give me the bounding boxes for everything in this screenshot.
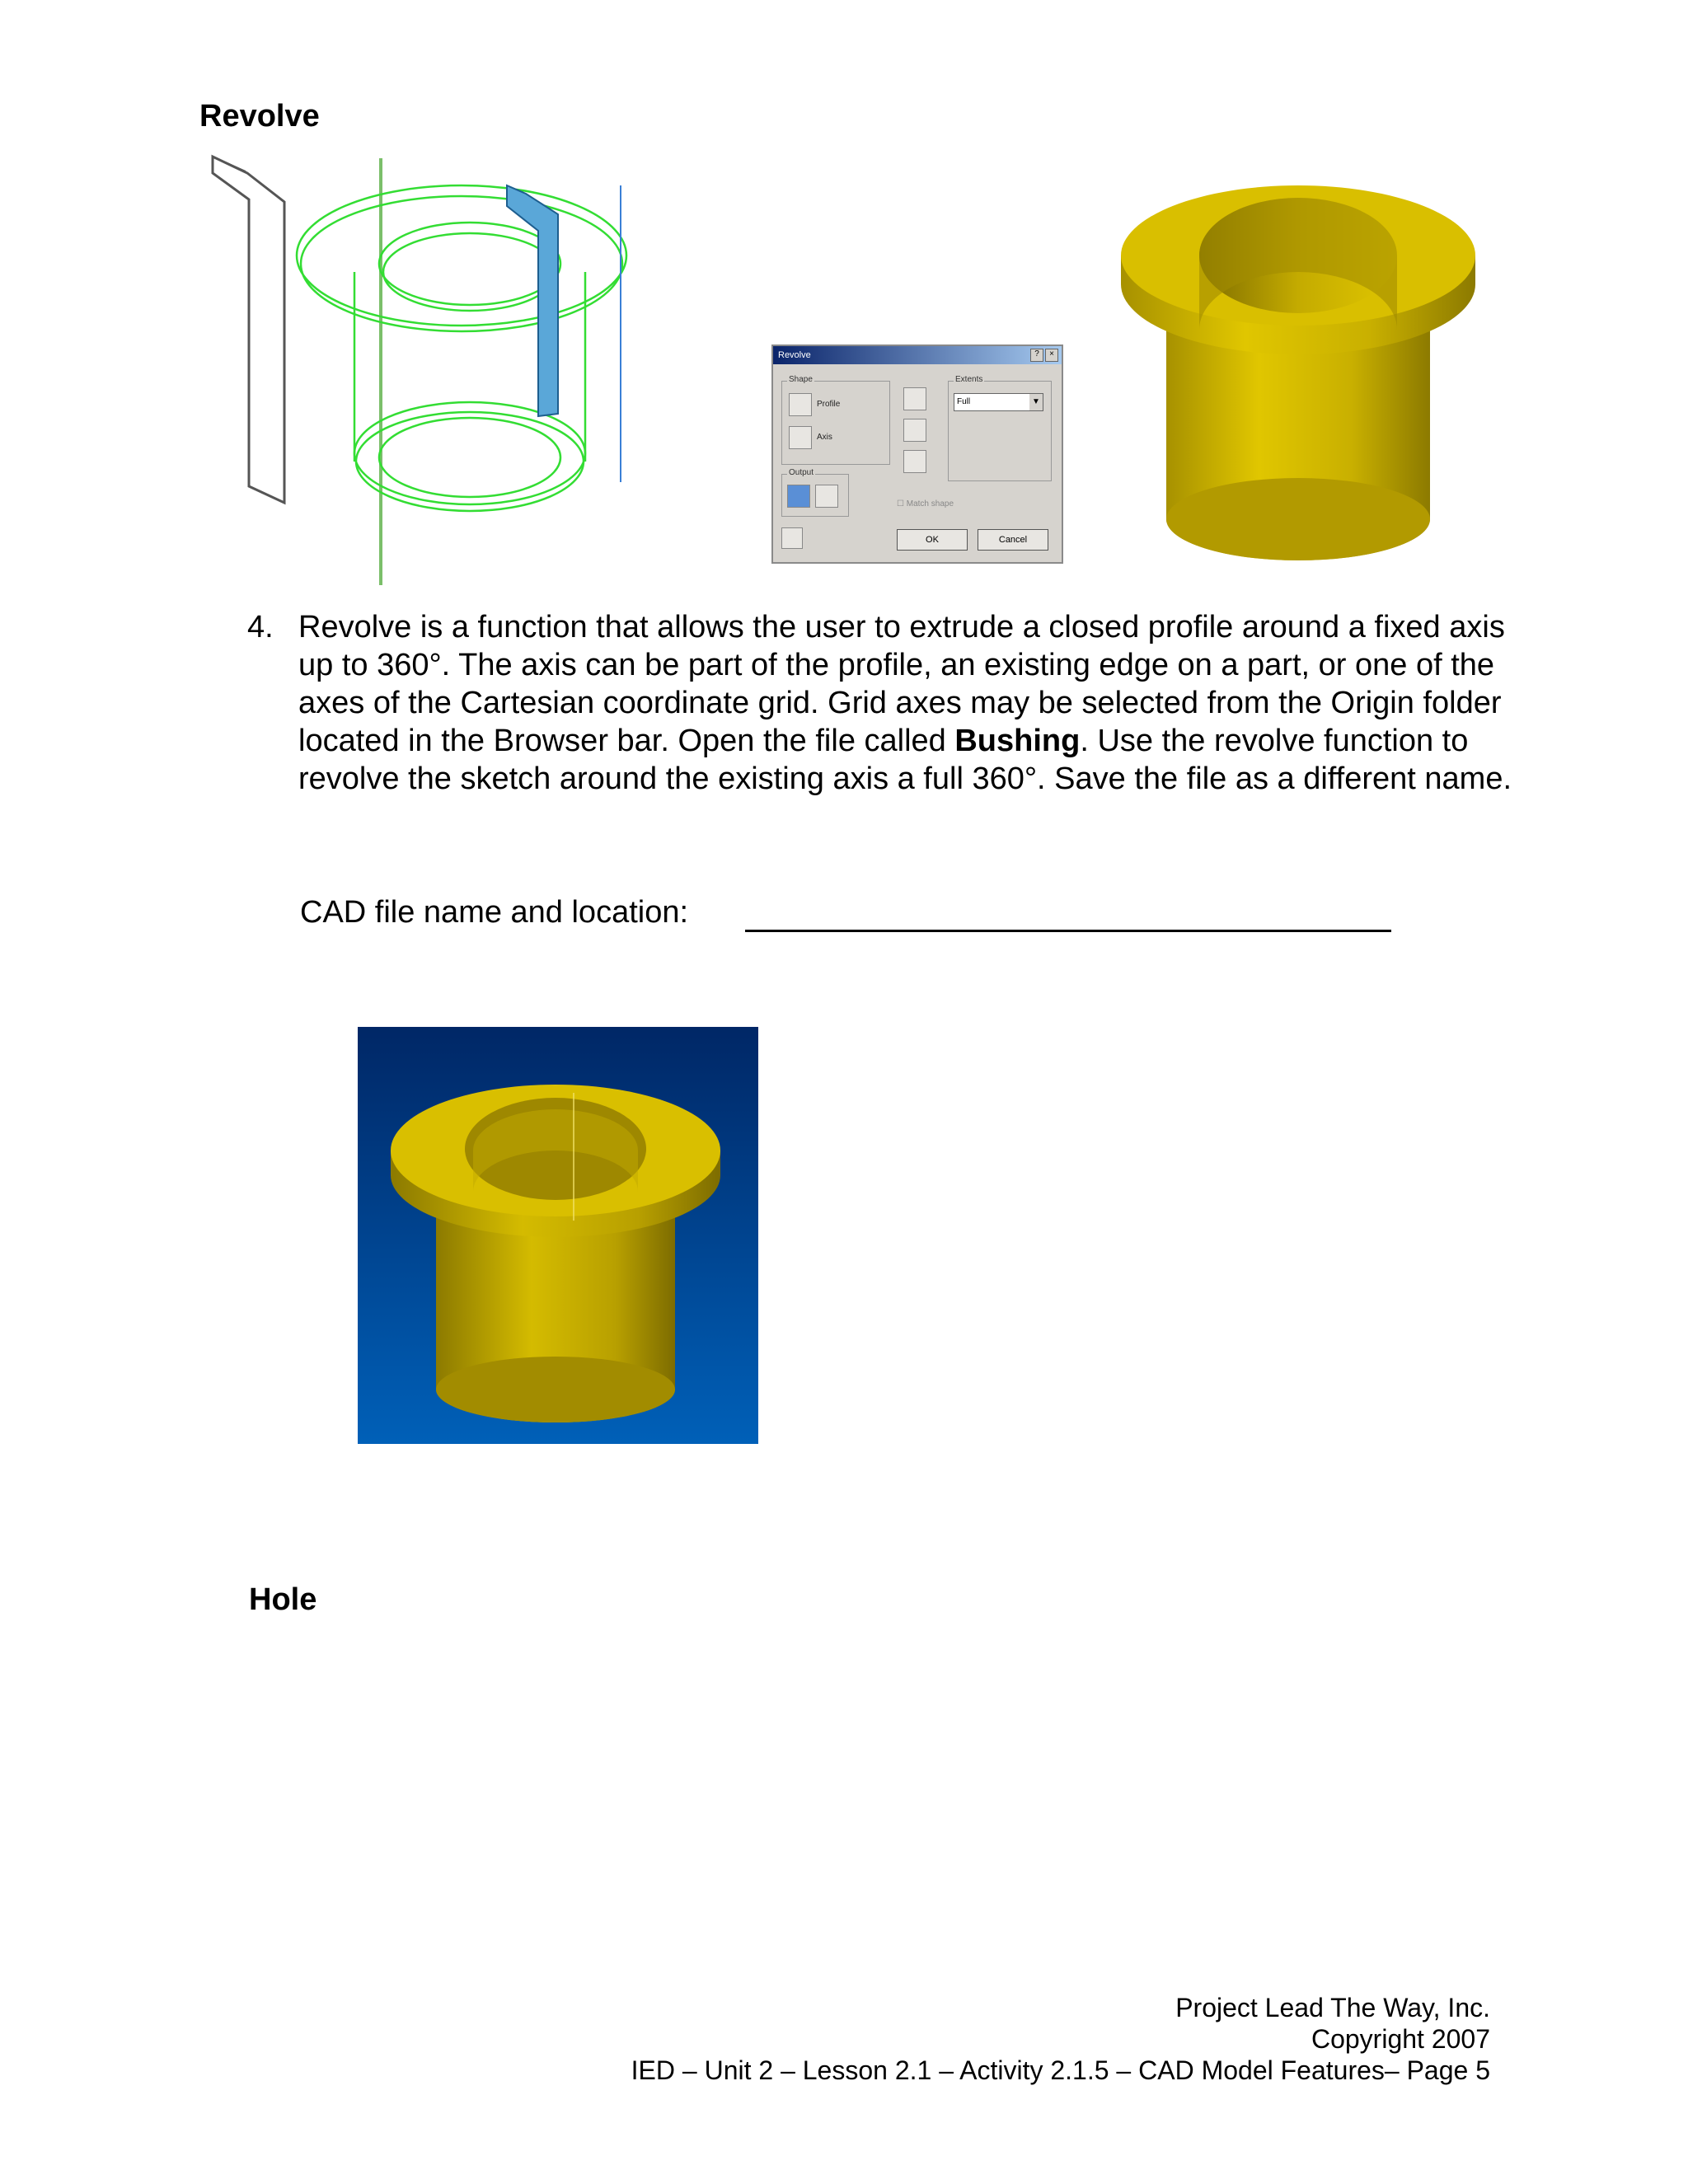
revolve-heading: Revolve xyxy=(199,99,320,134)
step-paragraph xyxy=(298,608,1518,798)
step-text-after: . Use the revolve function to revolve the sketch around the existing axis a full 360°. Save the file as a different name. xyxy=(298,724,1512,796)
output-group xyxy=(781,468,849,517)
extents-value: Full xyxy=(957,397,971,406)
hole-heading: Hole xyxy=(249,1582,317,1617)
bushing-render-blue-image xyxy=(358,1027,758,1444)
chevron-down-icon[interactable]: ▼ xyxy=(1029,394,1043,410)
profile-label: Profile xyxy=(817,400,841,409)
match-shape-label: Match shape xyxy=(906,499,954,509)
cad-file-label: CAD file name and location: xyxy=(300,895,689,930)
axis-select-button[interactable] xyxy=(789,426,812,449)
extents-group xyxy=(948,375,1052,481)
dialog-title: Revolve xyxy=(773,346,1062,364)
intersect-button[interactable] xyxy=(903,450,926,473)
step-text-before: Revolve is a function that allows the user to extrude a closed profile around a fixed axis up to 360°. The axis can be part of the profile, an existing edge on a part, or one of the axes of the Cartesian coordinate grid. Grid axes may be selected from the Origin folder located in the Browser bar. Open the file called xyxy=(298,610,1505,758)
cut-button[interactable] xyxy=(903,419,926,442)
revolve-dialog xyxy=(771,344,1063,564)
profile-select-button[interactable] xyxy=(789,393,812,416)
surface-output-button[interactable] xyxy=(815,485,838,508)
profile-highlight xyxy=(507,185,558,416)
bushing-render-icon xyxy=(1121,185,1475,560)
footer-copyright: Copyright 2007 xyxy=(1311,2024,1490,2054)
solid-output-button[interactable] xyxy=(787,485,810,508)
cancel-button[interactable]: Cancel xyxy=(978,529,1048,551)
output-group-label: Output xyxy=(789,468,814,477)
axis-label: Axis xyxy=(817,433,832,442)
wireframe-preview xyxy=(297,185,626,511)
help-button[interactable]: ? xyxy=(1030,349,1043,362)
step-number: 4. xyxy=(247,610,274,644)
shape-group xyxy=(781,375,890,465)
sketch-icon[interactable] xyxy=(781,527,803,549)
bushing-filename: Bushing xyxy=(954,724,1081,758)
footer-course-info: IED – Unit 2 – Lesson 2.1 – Activity 2.1.5 – CAD Model Features– Page 5 xyxy=(631,2055,1490,2085)
extents-select[interactable] xyxy=(954,393,1043,411)
cad-file-answer-line[interactable] xyxy=(745,930,1391,932)
shape-group-label: Shape xyxy=(789,375,813,384)
extents-group-label: Extents xyxy=(955,375,983,384)
ok-button[interactable]: OK xyxy=(897,529,968,551)
match-shape-checkbox[interactable]: ☐ Match shape xyxy=(897,499,954,509)
join-button[interactable] xyxy=(903,387,926,410)
sketch-profile-icon xyxy=(213,157,284,503)
footer-organization: Project Lead The Way, Inc. xyxy=(1175,1993,1490,2022)
close-button[interactable]: × xyxy=(1045,349,1058,362)
